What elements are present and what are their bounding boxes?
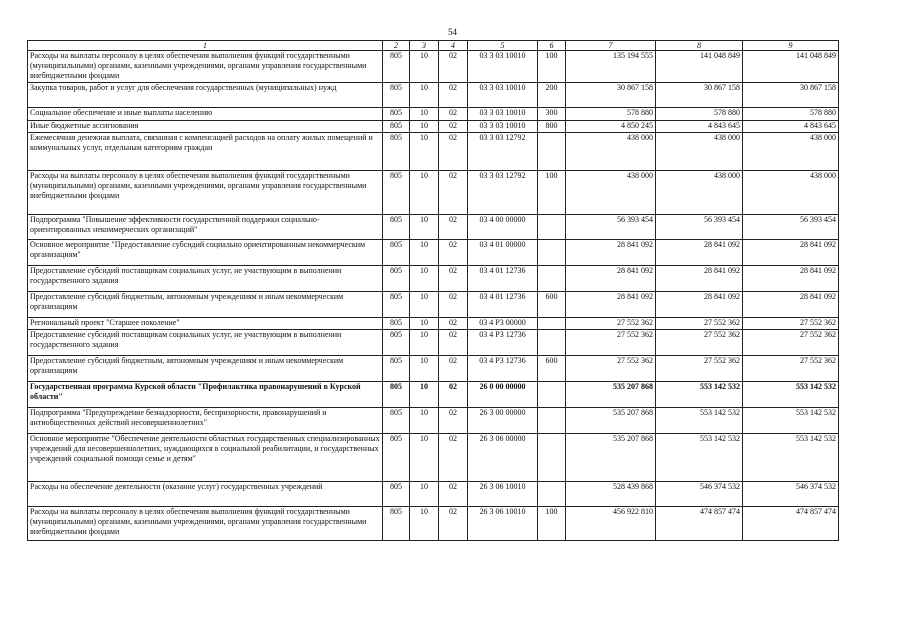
column-header: 8 [656,41,743,51]
table-row [28,318,839,330]
column-header: 6 [538,41,566,51]
column-header: 7 [566,41,656,51]
section-code: 10 [410,408,439,434]
target-article-code: 03 4 P3 12736 [468,330,538,356]
amount-col-9: 546 374 532 [743,482,839,507]
ministry-code: 805 [383,108,410,121]
expense-type-code [538,215,566,240]
subsection-code: 02 [439,482,468,507]
subsection-code: 02 [439,356,468,382]
section-code: 10 [410,171,439,215]
table-row [28,240,839,266]
amount-col-7: 528 439 868 [566,482,656,507]
subsection-code: 02 [439,83,468,108]
row-name: Подпрограмма "Предупреждение безнадзорности, беспризорности, правонарушений и антиобщественных действий несовершеннолетних" [28,408,383,434]
table-row [28,382,839,408]
table-row [28,215,839,240]
expense-type-code: 200 [538,83,566,108]
budget-table [27,40,839,541]
ministry-code: 805 [383,133,410,171]
ministry-code: 805 [383,507,410,541]
section-code: 10 [410,356,439,382]
ministry-code: 805 [383,240,410,266]
amount-col-9: 553 142 532 [743,408,839,434]
table-row [28,292,839,318]
row-name: Предоставление субсидий бюджетным, автономным учреждениям и иным некоммерческим организациям [28,292,383,318]
ministry-code: 805 [383,434,410,482]
subsection-code: 02 [439,408,468,434]
section-code: 10 [410,507,439,541]
target-article-code: 26 3 06 10010 [468,482,538,507]
section-code: 10 [410,51,439,83]
expense-type-code: 600 [538,356,566,382]
row-name: Расходы на обеспечение деятельности (оказание услуг) государственных учреждений [28,482,383,507]
row-name: Предоставление субсидий бюджетным, автономным учреждениям и иным некоммерческим организациям [28,356,383,382]
subsection-code: 02 [439,266,468,292]
amount-col-8: 474 857 474 [656,507,743,541]
amount-col-7: 56 393 454 [566,215,656,240]
expense-type-code: 800 [538,121,566,133]
row-name: Предоставление субсидий поставщикам социальных услуг, не участвующим в выполнении государственного задания [28,266,383,292]
amount-col-8: 438 000 [656,171,743,215]
page-number: 54 [448,27,457,37]
row-name: Основное мероприятие "Обеспечение деятельности областных государственных специализированных учреждений для несовершеннолетних, нуждающихся в социальной реабилитации, и государственных учреждений социальной помощи семье и детям" [28,434,383,482]
section-code: 10 [410,83,439,108]
amount-col-9: 27 552 362 [743,356,839,382]
row-name: Расходы на выплаты персоналу в целях обеспечения выполнения функций государственными (муниципальными) органами, казенными учреждениями, органами управления государственными внебюджетными фондами [28,507,383,541]
table-row [28,171,839,215]
expense-type-code: 300 [538,108,566,121]
amount-col-9: 28 841 092 [743,292,839,318]
expense-type-code: 100 [538,51,566,83]
table-row [28,507,839,541]
column-header: 9 [743,41,839,51]
row-name: Социальное обеспечение и иные выплаты населению [28,108,383,121]
section-code: 10 [410,330,439,356]
expense-type-code [538,382,566,408]
subsection-code: 02 [439,121,468,133]
section-code: 10 [410,266,439,292]
ministry-code: 805 [383,83,410,108]
expense-type-code [538,133,566,171]
target-article-code: 26 0 00 00000 [468,382,538,408]
section-code: 10 [410,133,439,171]
expense-type-code [538,434,566,482]
section-code: 10 [410,292,439,318]
column-header: 5 [468,41,538,51]
amount-col-7: 27 552 362 [566,356,656,382]
amount-col-7: 28 841 092 [566,240,656,266]
amount-col-8: 28 841 092 [656,292,743,318]
subsection-code: 02 [439,507,468,541]
row-name: Закупка товаров, работ и услуг для обеспечения государственных (муниципальных) нужд [28,83,383,108]
ministry-code: 805 [383,330,410,356]
ministry-code: 805 [383,51,410,83]
amount-col-9: 438 000 [743,171,839,215]
row-name: Расходы на выплаты персоналу в целях обеспечения выполнения функций государственными (муниципальными) органами, казенными учреждениями, органами управления государственными внебюджетными фондами [28,171,383,215]
table-row [28,83,839,108]
row-name: Ежемесячная денежная выплата, связанная с компенсацией расходов на оплату жилых помещений и коммунальных услуг, отдельным категориям граждан [28,133,383,171]
amount-col-9: 474 857 474 [743,507,839,541]
table-row [28,51,839,83]
target-article-code: 03 3 03 12792 [468,133,538,171]
amount-col-8: 28 841 092 [656,266,743,292]
table-row [28,330,839,356]
ministry-code: 805 [383,482,410,507]
target-article-code: 03 4 01 12736 [468,266,538,292]
amount-col-8: 578 880 [656,108,743,121]
ministry-code: 805 [383,266,410,292]
table-row [28,121,839,133]
ministry-code: 805 [383,356,410,382]
section-code: 10 [410,318,439,330]
ministry-code: 805 [383,318,410,330]
section-code: 10 [410,240,439,266]
amount-col-8: 27 552 362 [656,330,743,356]
ministry-code: 805 [383,215,410,240]
subsection-code: 02 [439,318,468,330]
column-header: 4 [439,41,468,51]
ministry-code: 805 [383,121,410,133]
amount-col-7: 456 922 810 [566,507,656,541]
amount-col-8: 553 142 532 [656,408,743,434]
amount-col-7: 438 000 [566,171,656,215]
amount-col-9: 4 843 645 [743,121,839,133]
amount-col-7: 535 207 868 [566,408,656,434]
subsection-code: 02 [439,51,468,83]
subsection-code: 02 [439,108,468,121]
target-article-code: 26 3 00 00000 [468,408,538,434]
table-row [28,266,839,292]
expense-type-code [538,330,566,356]
target-article-code: 03 4 P3 00000 [468,318,538,330]
section-code: 10 [410,382,439,408]
amount-col-8: 27 552 362 [656,356,743,382]
expense-type-code [538,482,566,507]
subsection-code: 02 [439,215,468,240]
target-article-code: 03 4 00 00000 [468,215,538,240]
amount-col-9: 553 142 532 [743,434,839,482]
column-header: 2 [383,41,410,51]
subsection-code: 02 [439,434,468,482]
amount-col-8: 56 393 454 [656,215,743,240]
amount-col-8: 546 374 532 [656,482,743,507]
expense-type-code: 600 [538,292,566,318]
expense-type-code [538,266,566,292]
ministry-code: 805 [383,408,410,434]
subsection-code: 02 [439,330,468,356]
target-article-code: 03 4 P3 12736 [468,356,538,382]
row-name: Иные бюджетные ассигнования [28,121,383,133]
amount-col-8: 28 841 092 [656,240,743,266]
table-row [28,482,839,507]
amount-col-9: 578 880 [743,108,839,121]
amount-col-8: 553 142 532 [656,434,743,482]
amount-col-8: 553 142 532 [656,382,743,408]
row-name: Государственная программа Курской области "Профилактика правонарушений в Курской области" [28,382,383,408]
amount-col-8: 4 843 645 [656,121,743,133]
subsection-code: 02 [439,171,468,215]
amount-col-7: 27 552 362 [566,330,656,356]
ministry-code: 805 [383,171,410,215]
subsection-code: 02 [439,133,468,171]
amount-col-8: 438 000 [656,133,743,171]
column-header-row [28,41,839,51]
target-article-code: 03 3 03 10010 [468,108,538,121]
table-row [28,408,839,434]
amount-col-9: 27 552 362 [743,330,839,356]
subsection-code: 02 [439,292,468,318]
amount-col-7: 27 552 362 [566,318,656,330]
row-name: Основное мероприятие "Предоставление субсидий социально ориентированным некоммерческим организациям" [28,240,383,266]
amount-col-7: 30 867 158 [566,83,656,108]
amount-col-7: 135 194 555 [566,51,656,83]
row-name: Подпрограмма "Повышение эффективности государственной поддержки социально-ориентированных некоммерческих организаций" [28,215,383,240]
expense-type-code [538,318,566,330]
ministry-code: 805 [383,382,410,408]
column-header: 3 [410,41,439,51]
expense-type-code [538,240,566,266]
amount-col-8: 30 867 158 [656,83,743,108]
row-name: Региональный проект "Старшее поколение" [28,318,383,330]
expense-type-code: 100 [538,507,566,541]
section-code: 10 [410,215,439,240]
amount-col-7: 28 841 092 [566,266,656,292]
amount-col-8: 27 552 362 [656,318,743,330]
target-article-code: 26 3 06 00000 [468,434,538,482]
amount-col-9: 28 841 092 [743,266,839,292]
amount-col-9: 438 000 [743,133,839,171]
target-article-code: 03 3 03 10010 [468,121,538,133]
amount-col-7: 4 850 245 [566,121,656,133]
target-article-code: 03 3 03 10010 [468,51,538,83]
amount-col-9: 27 552 362 [743,318,839,330]
section-code: 10 [410,121,439,133]
amount-col-7: 535 207 868 [566,382,656,408]
target-article-code: 26 3 06 10010 [468,507,538,541]
amount-col-8: 141 048 849 [656,51,743,83]
table-row [28,356,839,382]
table-row [28,108,839,121]
row-name: Расходы на выплаты персоналу в целях обеспечения выполнения функций государственными (муниципальными) органами, казенными учреждениями, органами управления государственными внебюджетными фондами [28,51,383,83]
table-body [28,41,839,541]
amount-col-9: 56 393 454 [743,215,839,240]
expense-type-code [538,408,566,434]
table-row [28,434,839,482]
target-article-code: 03 3 03 12792 [468,171,538,215]
subsection-code: 02 [439,382,468,408]
amount-col-7: 28 841 092 [566,292,656,318]
target-article-code: 03 4 01 00000 [468,240,538,266]
subsection-code: 02 [439,240,468,266]
table-row [28,133,839,171]
amount-col-9: 141 048 849 [743,51,839,83]
target-article-code: 03 3 03 10010 [468,83,538,108]
target-article-code: 03 4 01 12736 [468,292,538,318]
amount-col-9: 30 867 158 [743,83,839,108]
amount-col-9: 553 142 532 [743,382,839,408]
amount-col-9: 28 841 092 [743,240,839,266]
section-code: 10 [410,108,439,121]
section-code: 10 [410,434,439,482]
row-name: Предоставление субсидий поставщикам социальных услуг, не участвующим в выполнении государственного задания [28,330,383,356]
section-code: 10 [410,482,439,507]
ministry-code: 805 [383,292,410,318]
column-header: 1 [28,41,383,51]
amount-col-7: 438 000 [566,133,656,171]
amount-col-7: 535 207 868 [566,434,656,482]
expense-type-code: 100 [538,171,566,215]
amount-col-7: 578 880 [566,108,656,121]
